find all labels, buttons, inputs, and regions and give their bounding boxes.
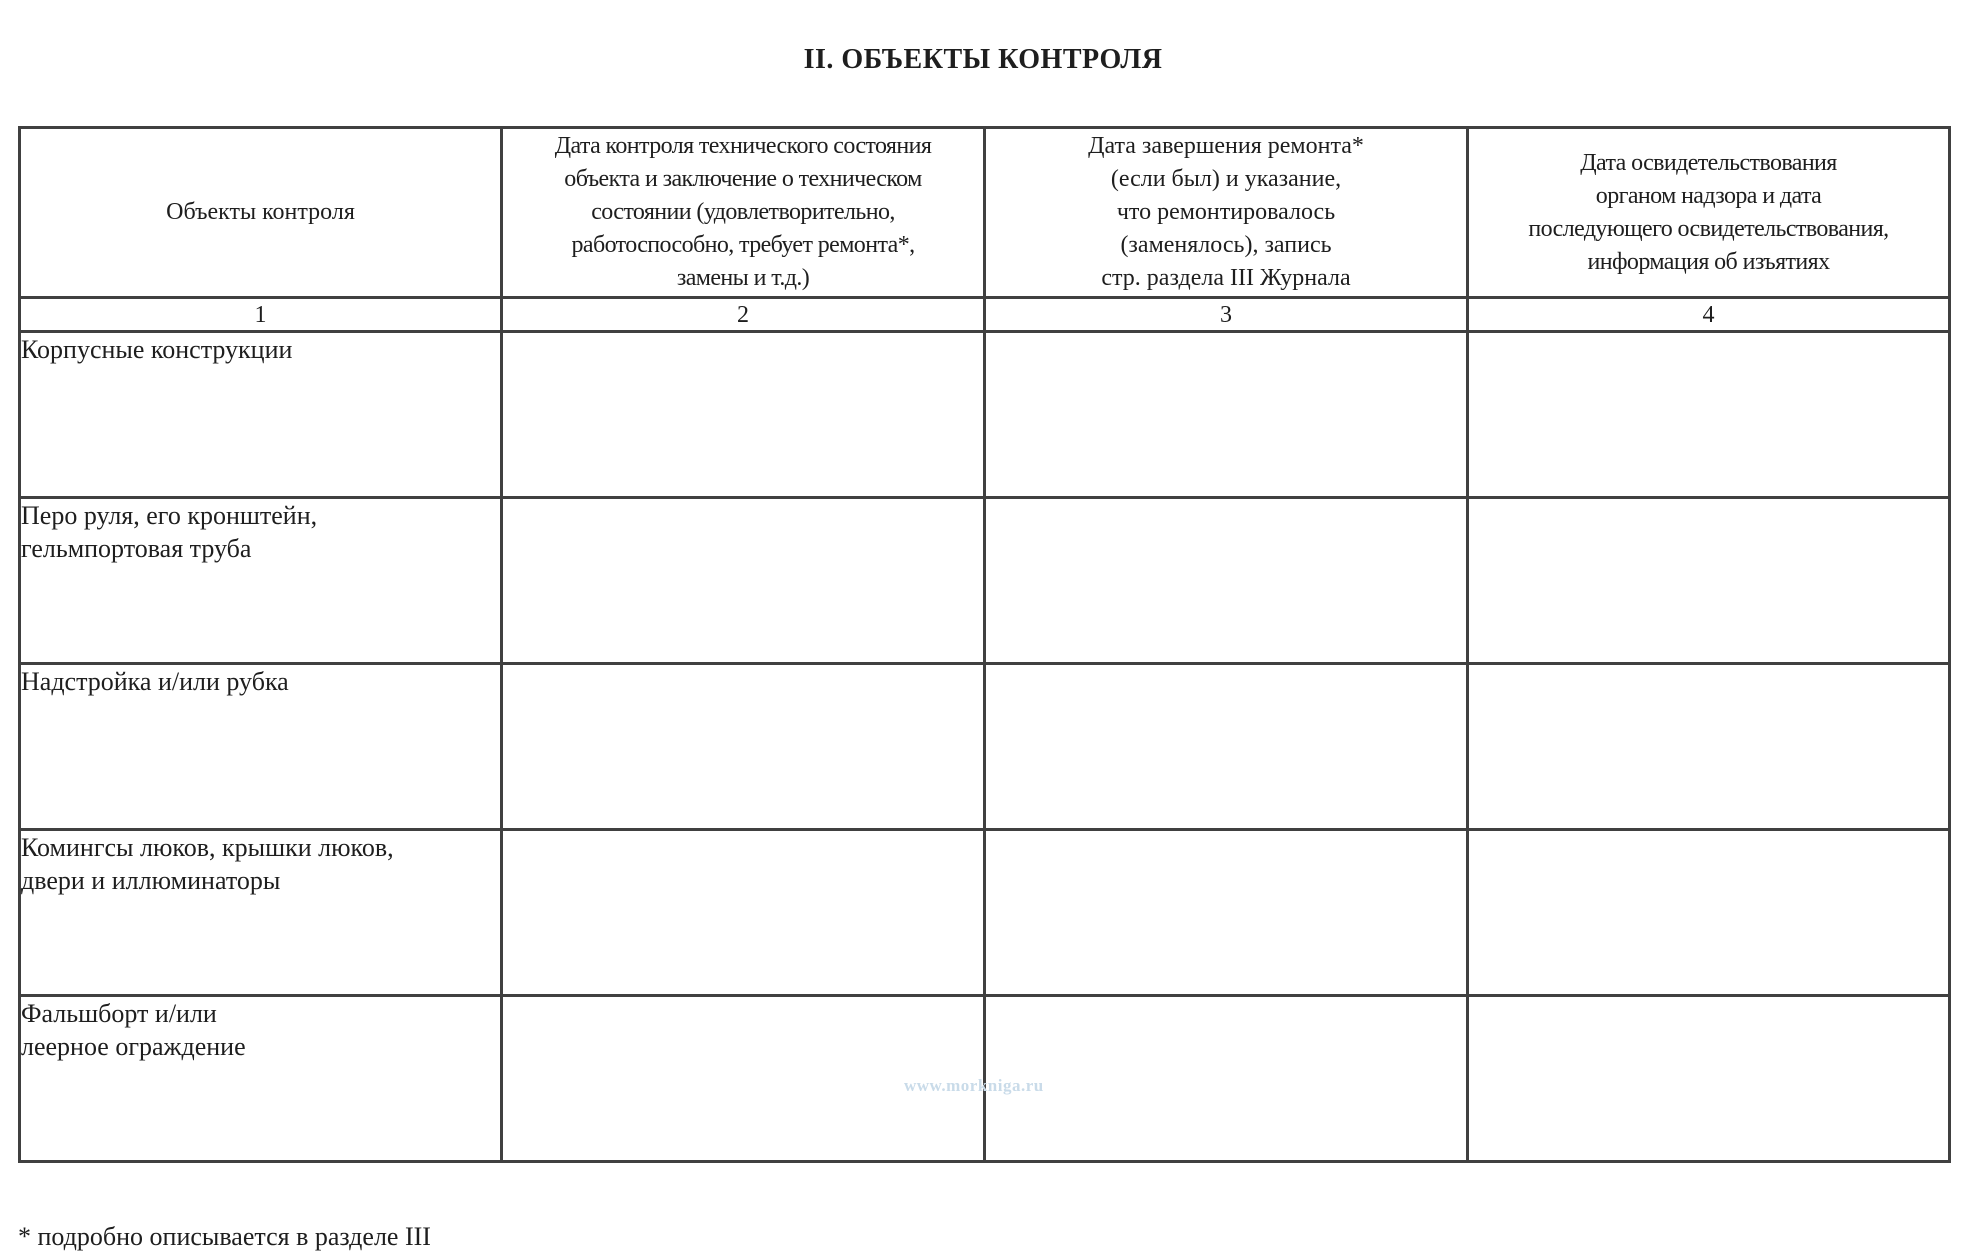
object-name-cell — [20, 830, 502, 996]
header-line: (заменялось), запись — [1120, 232, 1332, 258]
object-name-line: Перо руля, его кронштейн, — [21, 501, 318, 530]
object-name-line: Комингсы люков, крышки люков, — [21, 833, 394, 862]
object-name-cell — [20, 664, 502, 830]
object-name-cell — [20, 996, 502, 1162]
header-line: Объекты контроля — [166, 199, 355, 225]
repair-date-cell[interactable] — [985, 498, 1468, 664]
survey-date-cell[interactable] — [1468, 996, 1950, 1162]
header-line: Дата завершения ремонта* — [1088, 133, 1364, 159]
table-row — [20, 332, 1950, 498]
column-number: 4 — [1468, 298, 1950, 332]
footnote: * подробно описывается в разделе III — [18, 1222, 431, 1251]
table-row — [20, 664, 1950, 830]
column-number-row — [20, 298, 1950, 332]
survey-date-cell[interactable] — [1468, 332, 1950, 498]
repair-date-cell[interactable] — [985, 996, 1468, 1162]
inspection-date-cell[interactable] — [502, 498, 985, 664]
survey-date-cell[interactable] — [1468, 830, 1950, 996]
inspection-date-cell[interactable] — [502, 332, 985, 498]
header-line: состоянии (удовлетворительно, — [591, 199, 895, 225]
survey-date-cell[interactable] — [1468, 498, 1950, 664]
object-name-line: Корпусные конструкции — [21, 335, 293, 364]
survey-date-cell[interactable] — [1468, 664, 1950, 830]
header-objects — [20, 128, 502, 298]
header-line: (если был) и указание, — [1110, 166, 1342, 192]
header-repair-date — [985, 128, 1468, 298]
inspection-date-cell[interactable] — [502, 664, 985, 830]
header-line: стр. раздела III Журнала — [1101, 265, 1351, 291]
column-number: 1 — [20, 298, 502, 332]
header-survey-date — [1468, 128, 1950, 298]
object-name-cell — [20, 332, 502, 498]
header-line: работоспособно, требует ремонта*, — [571, 232, 915, 258]
repair-date-cell[interactable] — [985, 332, 1468, 498]
watermark: www.morkniga.ru — [904, 1076, 1044, 1095]
object-name-line: гельмпортовая труба — [21, 534, 252, 563]
column-number: 3 — [985, 298, 1468, 332]
header-line: замены и т.д.) — [676, 265, 810, 291]
header-line: последующего освидетельствования, — [1528, 215, 1889, 242]
repair-date-cell[interactable] — [985, 664, 1468, 830]
header-line: органом надзора и дата — [1595, 182, 1822, 209]
table-header-row — [20, 128, 1950, 298]
header-line: Дата контроля технического состояния — [554, 133, 932, 159]
inspection-date-cell[interactable] — [502, 830, 985, 996]
object-name-line: Надстройка и/или рубка — [21, 667, 289, 696]
object-name-line: двери и иллюминаторы — [21, 866, 281, 895]
object-name-line: Фальшборт и/или — [21, 999, 217, 1028]
object-name-line: леерное ограждение — [21, 1032, 246, 1061]
repair-date-cell[interactable] — [985, 830, 1468, 996]
page-title: II. ОБЪЕКТЫ КОНТРОЛЯ — [803, 44, 1163, 75]
header-line: объекта и заключение о техническом — [564, 166, 922, 192]
header-line: Дата освидетельствования — [1580, 149, 1837, 176]
table-row — [20, 498, 1950, 664]
header-inspection-date — [502, 128, 985, 298]
table-row — [20, 830, 1950, 996]
object-name-cell — [20, 498, 502, 664]
control-objects-table — [18, 126, 1951, 1163]
column-number: 2 — [502, 298, 985, 332]
header-line: что ремонтировалось — [1116, 199, 1336, 225]
header-line: информация об изъятиях — [1587, 248, 1830, 275]
